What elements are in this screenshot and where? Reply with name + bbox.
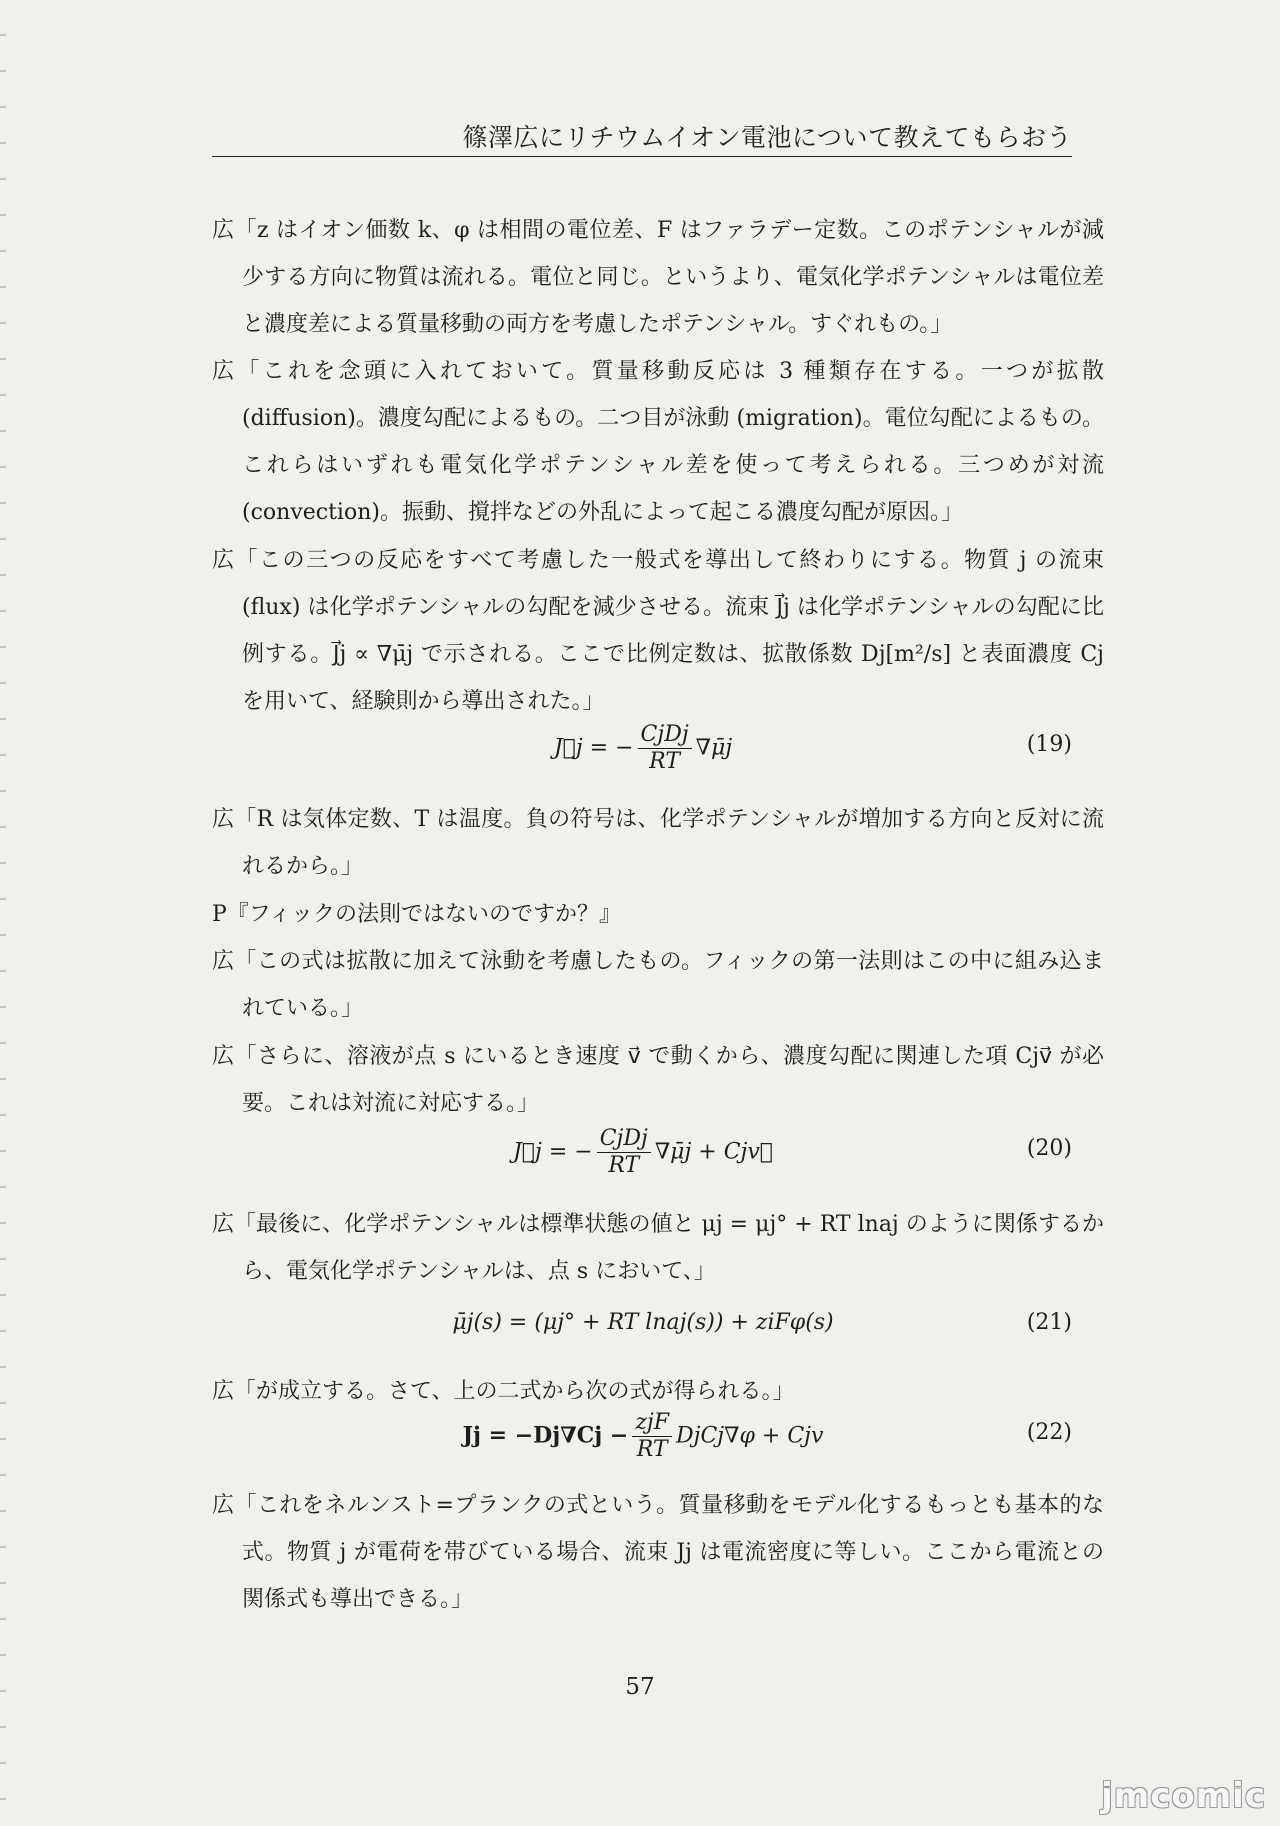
running-title: 篠澤広にリチウムイオン電池について教えてもらおう bbox=[462, 123, 1072, 152]
page-number: 57 bbox=[625, 1674, 655, 1700]
equation-lhs: J⃗j = − bbox=[512, 1139, 593, 1165]
paragraph: 広「これをネルンスト=プランクの式という。質量移動をモデル化するもっとも基本的な式。物質 j が電荷を帯びている場合、流束 Jj は電流密度に等しい。ここから電流との関係式も導出できる。」 bbox=[212, 1493, 1104, 1612]
paragraph: 広「最後に、化学ポテンシャルは標準状態の値と μj = μj° + RT lnaj のように関係するから、電気化学ポテンシャルは、点 s において、」 bbox=[212, 1212, 1104, 1284]
paragraph: 広「この三つの反応をすべて考慮した一般式を導出して終わりにする。物質 j の流束 (flux) は化学ポテンシャルの勾配を減少させる。流束 J⃗j は化学ポテンシャルの勾配に比例する。J⃗j ∝ ∇μ̄j で示される。ここで比例定数は、拡散係数 Dj[m²/s] と表面濃度 Cj を用いて、経験則から導出された。」 bbox=[212, 548, 1104, 714]
binding-holes bbox=[0, 0, 6, 1826]
equation-lhs: Jj = −Dj∇Cj − bbox=[462, 1422, 629, 1449]
equation-number: (22) bbox=[1026, 1420, 1072, 1445]
equation-19 bbox=[212, 722, 1074, 782]
equation-21 bbox=[212, 1300, 1074, 1360]
fraction bbox=[638, 722, 692, 775]
fraction-denominator: RT bbox=[608, 1153, 640, 1178]
equation-lhs: J⃗j = − bbox=[553, 735, 634, 761]
equation-body: μ̄j(s) = (μj° + RT lnaj(s)) + ziFφ(s) bbox=[452, 1310, 834, 1335]
equation-number: (19) bbox=[1026, 732, 1072, 757]
paragraph: 広「z はイオン価数 k、φ は相間の電位差、F はファラデー定数。このポテンシャルが減少する方向に物質は流れる。電位と同じ。というより、電気化学ポテンシャルは電位差と濃度差による質量移動の両方を考慮したポテンシャル。すぐれもの。」 bbox=[212, 218, 1104, 337]
equation-rhs: ∇μ̄j bbox=[695, 735, 733, 761]
paragraph: 広「R は気体定数、T は温度。負の符号は、化学ポテンシャルが増加する方向と反対に流れるから。」 bbox=[212, 807, 1104, 879]
equation-20 bbox=[212, 1126, 1074, 1186]
equation-rhs: DjCj∇φ + Cjv bbox=[676, 1423, 824, 1449]
fraction-denominator: RT bbox=[649, 749, 681, 774]
paragraph: 広「が成立する。さて、上の二式から次の式が得られる。」 bbox=[212, 1379, 795, 1404]
equation-22 bbox=[212, 1410, 1074, 1470]
fraction bbox=[597, 1126, 651, 1179]
fraction-numerator: CjDj bbox=[638, 722, 692, 749]
equation-number: (21) bbox=[1026, 1310, 1072, 1335]
paragraph: P『フィックの法則ではないのですか？』 bbox=[212, 902, 622, 927]
header-rule bbox=[212, 156, 1072, 157]
fraction-numerator: CjDj bbox=[597, 1126, 651, 1153]
equation-rhs: ∇μ̄j + Cjv⃗ bbox=[654, 1139, 773, 1165]
equation-number: (20) bbox=[1026, 1136, 1072, 1161]
watermark-logo: jmcomic bbox=[1101, 1776, 1266, 1816]
fraction-denominator: RT bbox=[636, 1437, 668, 1462]
fraction bbox=[632, 1410, 672, 1463]
paragraph: 広「この式は拡散に加えて泳動を考慮したもの。フィックの第一法則はこの中に組み込まれている。」 bbox=[212, 949, 1104, 1021]
paragraph: 広「これを念頭に入れておいて。質量移動反応は 3 種類存在する。一つが拡散 (diffusion)。濃度勾配によるもの。二つ目が泳動 (migration)。電位勾配によるもの。これらはいずれも電気化学ポテンシャル差を使って考えられる。三つめが対流 (convection)。振動、撹拌などの外乱によって起こる濃度勾配が原因。」 bbox=[212, 359, 1104, 525]
paragraph: 広「さらに、溶液が点 s にいるとき速度 v⃗ で動くから、濃度勾配に関連した項 Cjv⃗ が必要。これは対流に対応する。」 bbox=[212, 1044, 1104, 1116]
fraction-numerator: zjF bbox=[632, 1410, 672, 1437]
